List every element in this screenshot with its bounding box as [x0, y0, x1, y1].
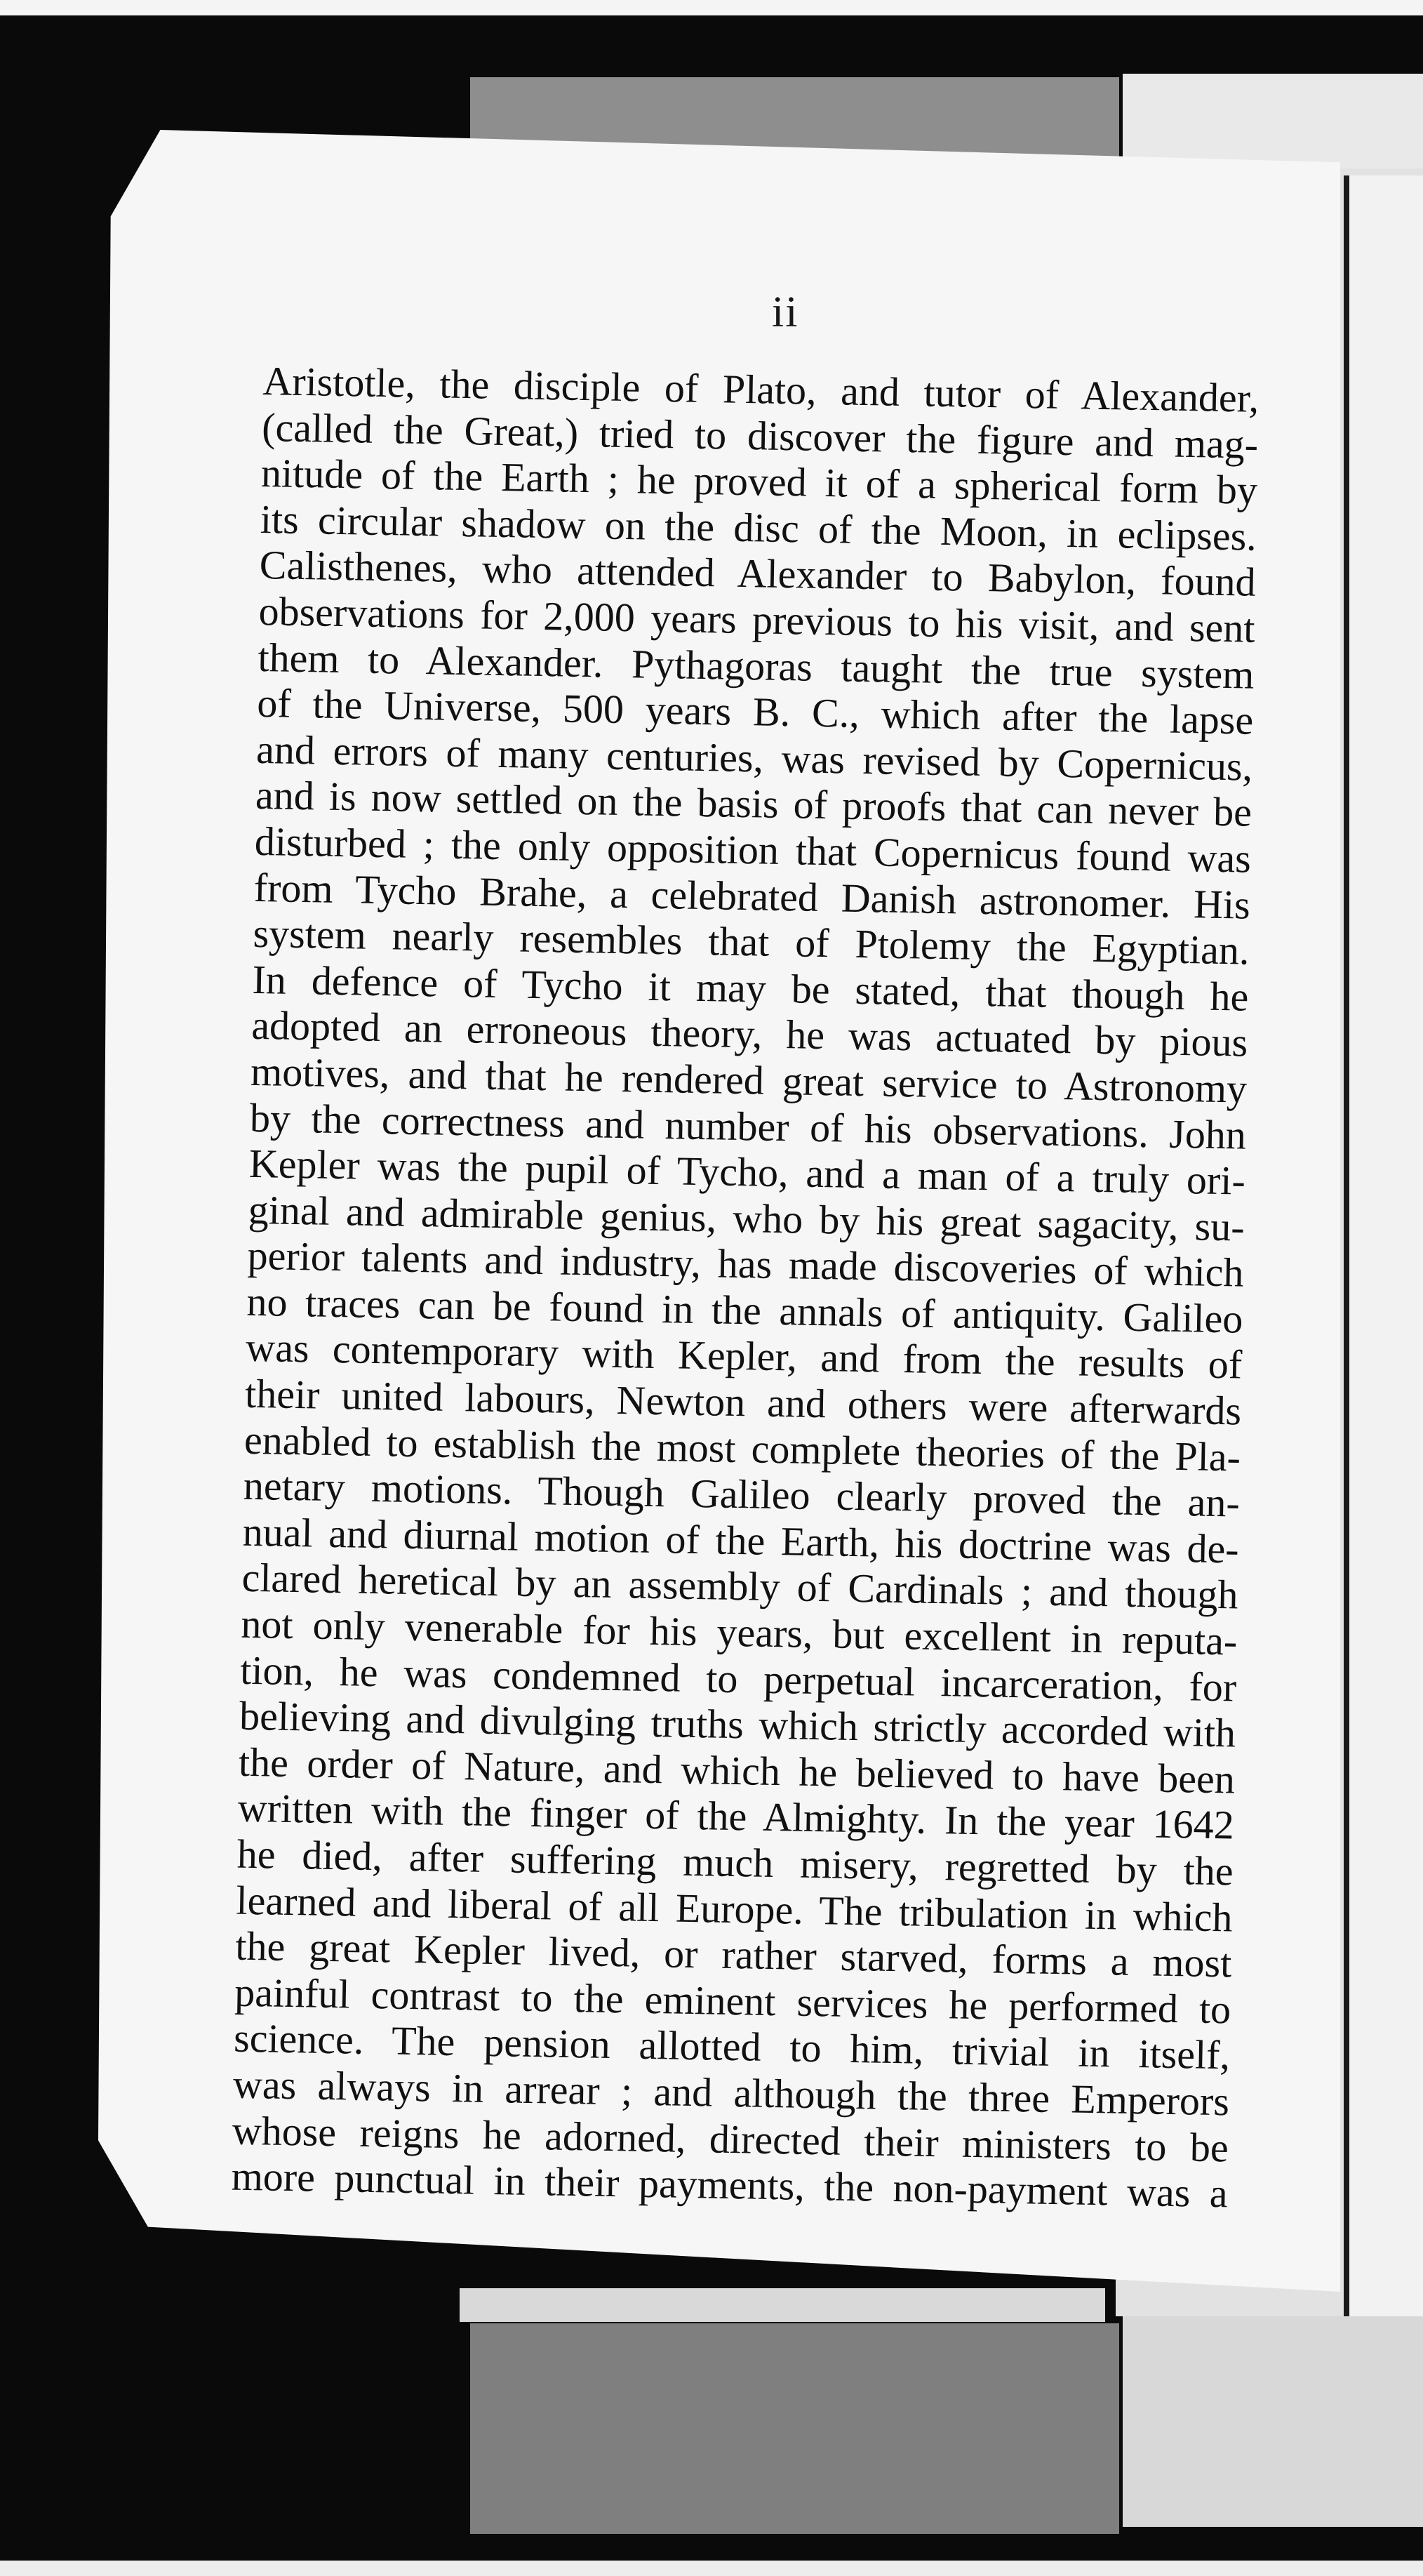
text-line: Calisthenes, who attended Alexander to Babylon, found	[259, 542, 1257, 606]
text-line: tion, he was condemned to perpetual incarceration, for	[239, 1647, 1237, 1711]
text-line: he died, after suffering much misery, regretted by the	[236, 1831, 1234, 1894]
text-line: was contemporary with Kepler, and from the results of	[245, 1324, 1243, 1388]
text-line: and errors of many centuries, was revised by Copernicus,	[255, 726, 1253, 790]
text-line: disturbed ; the only opposition that Copernicus found was	[254, 818, 1252, 882]
text-line: them to Alexander. Pythagoras taught the true system	[257, 634, 1255, 698]
text-line: not only venerable for his years, but excellent in reputa-	[240, 1600, 1238, 1664]
text-line: adopted an erroneous theory, he was actuated by pious	[250, 1002, 1248, 1065]
text-line: observations for 2,000 years previous to his visit, and sent	[258, 587, 1256, 651]
text-line: system nearly resembles that of Ptolemy the Egyptian.	[253, 910, 1250, 974]
text-line: Kepler was the pupil of Tycho, and a man of a truly ori-	[248, 1140, 1246, 1204]
text-line: In defence of Tycho it may be stated, that though he	[251, 956, 1249, 1020]
text-line: by the correctness and number of his observations. John	[249, 1094, 1247, 1158]
page-underlayer	[460, 2288, 1105, 2322]
text-line: the great Kepler lived, or rather starved, forms a most	[234, 1923, 1232, 1986]
text-line: and is now settled on the basis of proofs that can never be	[255, 772, 1252, 836]
text-line: whose reigns he adorned, directed their ministers to be	[232, 2107, 1229, 2170]
text-line: believing and divulging truths which strictly accorded with	[239, 1692, 1236, 1756]
text-line: ginal and admirable genius, who by his great sagacity, su-	[248, 1186, 1245, 1250]
text-line: science. The pension allotted to him, trivial in itself,	[233, 2015, 1231, 2078]
text-line: its circular shadow on the disc of the Moon, in eclipses.	[260, 496, 1257, 559]
scan-background-bottom	[470, 2323, 1119, 2534]
text-line: was always in arrear ; and although the three Emperors	[232, 2061, 1230, 2125]
text-line: painful contrast to the eminent services he performed to	[234, 1969, 1231, 2033]
text-line: learned and liberal of all Europe. The tribulation in which	[236, 1877, 1234, 1941]
text-line: written with the finger of the Almighty. In the year 1642	[237, 1785, 1235, 1848]
facing-page-edge	[1347, 175, 1423, 2316]
text-line: enabled to establish the most complete theories of the Pla-	[243, 1416, 1241, 1480]
scan-top-edge	[0, 0, 1423, 15]
book-gutter-line	[1344, 175, 1349, 2316]
text-line: Aristotle, the disciple of Plato, and tutor of Alexander,	[262, 358, 1260, 421]
text-line: clared heretical by an assembly of Cardinals ; and though	[241, 1555, 1239, 1618]
scan-bottom-edge	[0, 2561, 1423, 2576]
facing-page-bottom	[1123, 2316, 1423, 2527]
text-line: more punctual in their payments, the non-payment was a	[231, 2153, 1229, 2217]
text-line: from Tycho Brahe, a celebrated Danish astronomer. His	[253, 864, 1251, 928]
text-line: the order of Nature, and which he believed to have been	[238, 1739, 1236, 1802]
text-line: motives, and that he rendered great service to Astronomy	[250, 1048, 1248, 1112]
text-line: netary motions. Though Galileo clearly proved the an-	[243, 1463, 1241, 1526]
text-line: of the Universe, 500 years B. C., which after the lapse	[256, 680, 1254, 743]
body-text	[231, 358, 1260, 2217]
text-line: no traces can be found in the annals of antiquity. Galileo	[246, 1278, 1243, 1342]
text-line: their united labours, Newton and others were afterwards	[244, 1370, 1242, 1434]
text-line: perior talents and industry, has made discoveries of which	[247, 1233, 1245, 1296]
text-line: nitude of the Earth ; he proved it of a spherical form by	[260, 450, 1258, 513]
page-number: ii	[772, 288, 799, 336]
text-line: (called the Great,) tried to discover the figure and mag-	[261, 404, 1259, 467]
text-line: nual and diurnal motion of the Earth, his doctrine was de-	[242, 1508, 1240, 1572]
